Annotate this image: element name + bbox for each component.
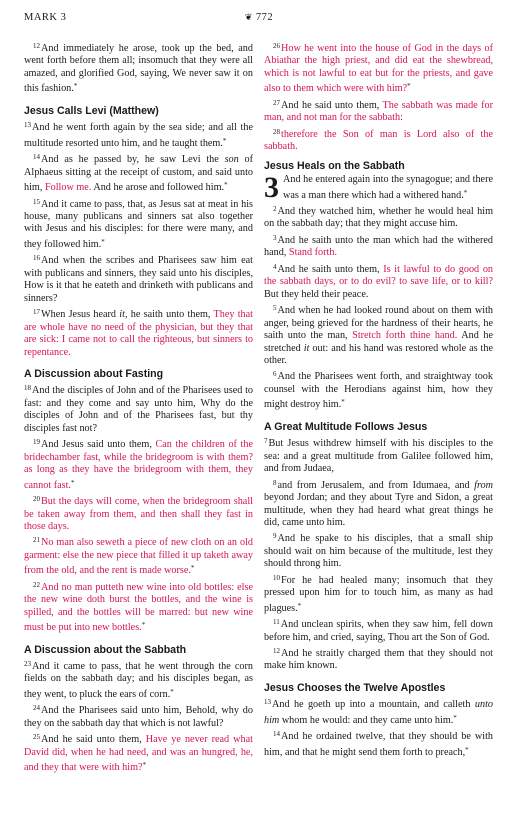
- verse: $^{19}$And Jesus said unto them, Can the children of the bridechamber fast, while the bridegroom is with them? as long as they have the bridegroom with them, they cannot fast.*: [24, 438, 253, 491]
- verse: $^{24}$And the Pharisees said unto him, Behold, why do they on the sabbath day that which is not lawful?: [24, 704, 253, 729]
- verse-number: 16: [33, 254, 40, 263]
- section-heading: A Discussion about the Sabbath: [24, 643, 187, 656]
- words-of-christ: Stretch forth thine hand.: [352, 330, 458, 342]
- note-marker: *: [190, 564, 195, 573]
- verse: [24, 579, 253, 635]
- verse-number: 17: [33, 308, 40, 317]
- verse: $^{23}$And it came to pass, that he went through the corn fields on the sabbath day; and his disciples began, as they went, to pluck the ears of corn.*: [24, 660, 253, 700]
- words-of-christ: Stand forth.: [288, 247, 338, 259]
- page-number-block: [24, 12, 494, 23]
- verse: $^{18}$And the disciples of John and of the Pharisees used to fast: and they come and say unto him, Why do the disciples of John and of the Pharisees fast, but thy disciples fast not?: [24, 384, 253, 434]
- verse-number: 13: [24, 121, 31, 130]
- note-marker: *: [73, 82, 78, 91]
- note-marker: *: [70, 478, 75, 487]
- note-marker: *: [453, 713, 457, 722]
- words-of-christ: Follow me.: [44, 182, 92, 194]
- verse-number: 7: [264, 437, 268, 446]
- verse: [24, 534, 253, 577]
- verse: [24, 493, 253, 533]
- verse: $^9$And he spake to his disciples, that a small ship should wait on him because of the multitude, lest they should throng him.: [264, 532, 493, 570]
- words-of-christ: therefore the Son of man is Lord also of the sabbath.: [264, 128, 493, 153]
- note-marker: *: [142, 761, 147, 770]
- verse: $^{11}$And unclean spirits, when they saw him, fell down before him, and cried, saying, Thou art the Son of God.: [264, 618, 493, 643]
- chapter-number: 3: [264, 171, 279, 205]
- words-of-christ: Have ye never read what David did, when he had need, and was an hungred, he, and they that were with him?: [24, 734, 253, 774]
- verse: $^{27}$And he said unto them, The sabbath was made for man, and not man for the sabbath:: [264, 98, 493, 124]
- verse-number: 28: [273, 127, 280, 136]
- note-marker: *: [141, 621, 146, 630]
- verse-number: 5: [273, 304, 277, 313]
- verse: $^6$And the Pharisees went forth, and straightway took counsel with the Herodians against him, how they might destroy him.*: [264, 370, 493, 411]
- note-marker: *: [297, 601, 302, 610]
- verse: $^2$And they watched him, whether he would heal him on the sabbath day; that they might accuse him.: [264, 204, 493, 230]
- words-of-christ: No man also seweth a piece of new cloth on an old garment: else the new piece that filled it up taketh away from the old, and the rent is made worse.: [24, 537, 253, 577]
- verse-number: 11: [273, 618, 280, 627]
- running-head: MARK 3: [24, 12, 67, 23]
- verse: $^{25}$And he said unto them, Have ye never read what David did, when he had need, and was an hungred, he, and they that were with him?*: [24, 733, 253, 774]
- verse-number: 19: [33, 438, 40, 447]
- page-header: [24, 12, 494, 30]
- verse: $^{14}$And he ordained twelve, that they should be with him, and that he might send them forth to preach,*: [264, 730, 493, 758]
- verse: [264, 40, 493, 96]
- note-marker: *: [222, 136, 227, 145]
- section-heading: A Discussion about Fasting: [24, 367, 164, 380]
- words-of-christ: But the days will come, when the bridegroom shall be taken away from them, and then shall they fast in those days.: [24, 496, 253, 532]
- words-of-christ: The sabbath was made for man, and not man for the sabbath:: [264, 99, 493, 124]
- note-marker: *: [101, 237, 105, 246]
- note-marker: *: [465, 745, 469, 754]
- verse: $^7$But Jesus withdrew himself with his disciples to the sea: and a great multitude from Galilee followed him, and from Judaea,: [264, 437, 493, 475]
- section-heading: Jesus Heals on the Sabbath: [264, 159, 405, 172]
- verse-number: 8: [273, 478, 277, 487]
- verse-number: 2: [273, 204, 277, 213]
- verse-number: 12: [33, 42, 40, 50]
- note-marker: *: [170, 687, 174, 696]
- note-marker: *: [341, 398, 345, 407]
- note-marker: *: [407, 82, 411, 91]
- verse-number: 3: [273, 233, 277, 242]
- verse: 3 And he entered again into the synagogue; and there was a man there which had a withered hand.*: [264, 171, 493, 205]
- verse-number: 26: [273, 42, 280, 50]
- verse: $^{13}$And he went forth again by the sea side; and all the multitude resorted unto him, and he taught them.*: [24, 121, 253, 149]
- right-column: [264, 40, 493, 760]
- note-marker: *: [224, 181, 228, 190]
- verse-number: 24: [33, 704, 40, 713]
- words-of-christ: And no man putteth new wine into old bottles: else the new wine doth burst the bottles, and the wine is spilled, and the bottles will be marred: but new wine must be put into new bottles.: [24, 581, 253, 634]
- verse: $^{16}$And when the scribes and Pharisees saw him eat with publicans and sinners, they said unto his disciples, How is it that he eateth and drinketh with publicans and sinners?: [24, 254, 253, 304]
- words-of-christ: How he went into the house of God in the days of Abiathar the high priest, and did eat the shewbread, which is not lawful to eat but for the priests, and gave also to them which were with him?: [264, 43, 493, 95]
- verse: $^4$And he saith unto them, Is it lawful to do good on the sabbath days, or to do evil? to save life, or to kill? But they held their peace.: [264, 262, 494, 300]
- verse: $^{12}$And he straitly charged them that they should not make him known.: [264, 647, 493, 672]
- verse-number: 20: [33, 495, 40, 504]
- verse-number: 13: [264, 698, 271, 707]
- verse: $^{17}$When Jesus heard it, he saith unto them, They that are whole have no need of the physician, but they that are sick: I came not to call the righteous, but sinners to repentance.: [24, 308, 253, 358]
- verse-number: 25: [33, 733, 40, 742]
- words-of-christ: Is it lawful to do good on the sabbath days, or to do evil? to save life, or to kill?: [264, 263, 494, 288]
- verse-number: 18: [24, 384, 31, 393]
- verse: $^{12}$And immediately he arose, took up the bed, and went forth before them all; insomuch that they were all amazed, and glorified God, saying, We never saw it on this fashion.*: [24, 42, 253, 95]
- words-of-christ: Can the children of the bridechamber fast, while the bridegroom is with them? as long as they have the bridegroom with them, they cannot fast.: [24, 439, 253, 491]
- words-of-christ: They that are whole have no need of the physician, but they that are sick: I came not to call the righteous, but sinners to repentance.: [24, 309, 253, 358]
- section-heading: Jesus Chooses the Twelve Apostles: [264, 681, 446, 694]
- verse: $^3$And he saith unto the man which had the withered hand, Stand forth.: [264, 233, 493, 259]
- verse-number: 6: [273, 370, 277, 379]
- verse: $^8$and from Jerusalem, and from Idumaea, and from beyond Jordan; and they about Tyre and Sidon, a great multitude, when they had heard what great things he did, came unto him.: [264, 478, 493, 528]
- verse: $^{10}$For he had healed many; insomuch that they pressed upon him for to touch him, as many as had plagues.*: [264, 573, 493, 614]
- ornament-icon: ❦: [244, 12, 253, 22]
- verse: [264, 126, 493, 154]
- verse-number: 21: [33, 536, 40, 545]
- verse: $^{14}$And as he passed by, he saw Levi the son of Alphaeus sitting at the receipt of custom, and said unto him, Follow me. And he arose and followed him.*: [24, 153, 253, 194]
- verse-number: 23: [24, 660, 31, 669]
- section-heading: Jesus Calls Levi (Matthew): [24, 104, 159, 117]
- verse-number: 12: [273, 647, 280, 656]
- verse-number: 10: [273, 573, 280, 582]
- note-marker: *: [463, 188, 468, 197]
- section-heading: A Great Multitude Follows Jesus: [264, 420, 428, 433]
- verse-number: 22: [33, 580, 40, 589]
- verse: $^{13}$And he goeth up into a mountain, and calleth unto him whom he would: and they came unto him.*: [264, 698, 493, 726]
- verse-number: 14: [273, 730, 280, 739]
- verse-number: 27: [273, 98, 280, 107]
- verse-number: 14: [33, 153, 40, 162]
- verse-number: 9: [273, 532, 277, 541]
- verse: $^5$And when he had looked round about on them with anger, being grieved for the hardness of their hearts, he saith unto the man, Stretch forth thine hand. And he stretched it out: and his hand was restored whole as the other.: [264, 304, 494, 366]
- verse-number: 4: [273, 262, 277, 271]
- verse-number: 15: [33, 197, 40, 206]
- left-column: [24, 40, 253, 776]
- page-number: 772: [255, 12, 274, 23]
- verse: $^{15}$And it came to pass, that, as Jesus sat at meat in his house, many publicans and sinners sat also together with Jesus and his disciples: for there were many, and they followed him.*: [24, 197, 253, 250]
